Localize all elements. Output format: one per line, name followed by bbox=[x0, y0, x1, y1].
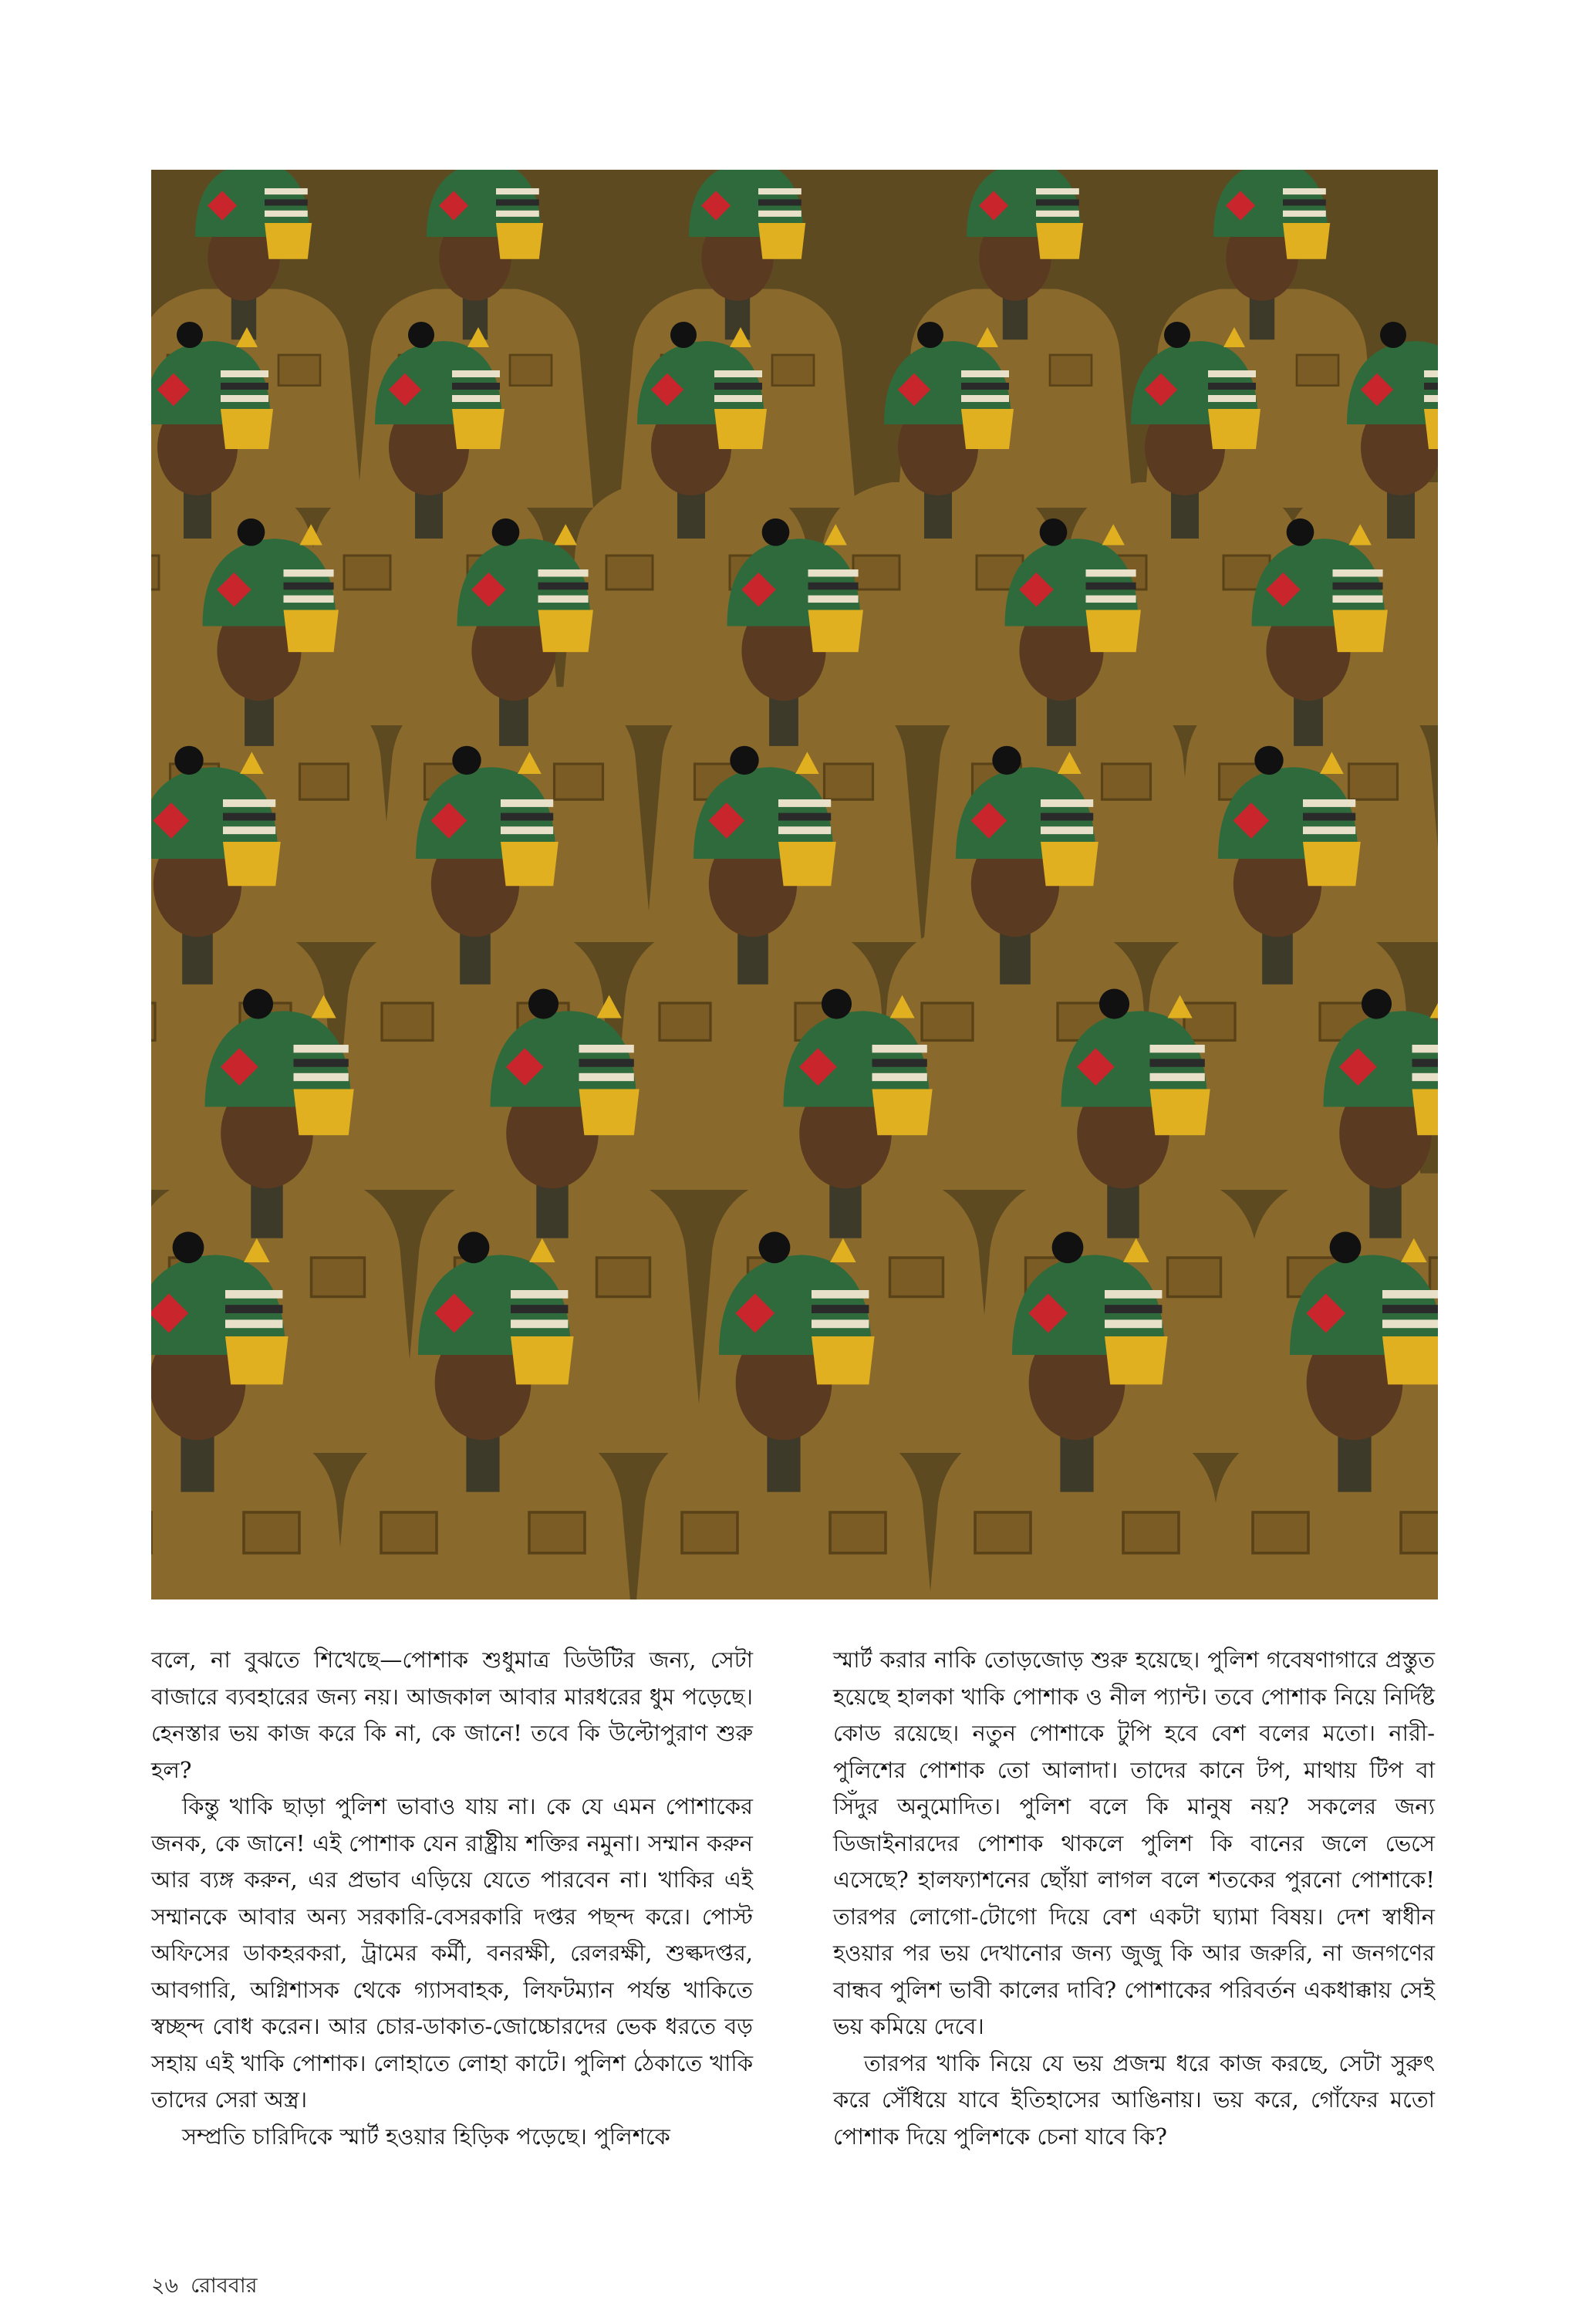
page-footer bbox=[151, 2270, 258, 2305]
paragraph: সম্প্রতি চারিদিকে স্মার্ট হওয়ার হিড়িক পড়েছে। পুলিশকে bbox=[182, 2123, 670, 2150]
article-column-left bbox=[151, 1642, 753, 2155]
marching-soldiers-illustration bbox=[151, 170, 1438, 1599]
paragraph: তারপর খাকি নিয়ে যে ভয় প্রজন্ম ধরে কাজ করছে, সেটা সুরুৎ করে সেঁধিয়ে যাবে ইতিহাসের আঙিনায়। ভয় করে, গোঁফের মতো পোশাক দিয়ে পুলিশকে চেনা যাবে কি? bbox=[833, 2049, 1435, 2150]
article-photo bbox=[151, 170, 1438, 1599]
article-column-right bbox=[833, 1642, 1435, 2155]
paragraph: স্মার্ট করার নাকি তোড়জোড় শুরু হয়েছে। পুলিশ গবেষণাগারে প্রস্তুত হয়েছে হালকা খাকি পোশাক ও নীল প্যান্ট। তবে পোশাক নিয়ে নির্দিষ্ট কোড রয়েছে। নতুন পোশাকে টুপি হবে বেশ বলের মতো। নারী-পুলিশের পোশাক তো আলাদা। তাদের কানে টপ, মাথায় টিপ বা সিঁদুর অনুমোদিত। পুলিশ বলে কি মানুষ নয়? সকলের জন্য ডিজাইনারদের পোশাক থাকলে পুলিশ কি বানের জলে ভেসে এসেছে? হালফ্যাশনের ছোঁয়া লাগল বলে শতকের পুরনো পোশাকে! তারপর লোগো-টোগো দিয়ে বেশ একটা ঘ্যামা বিষয়। দেশ স্বাধীন হওয়ার পর ভয় দেখানোর জন্য জুজু কি আর জরুরি, না জনগণের বান্ধব পুলিশ ভাবী কালের দাবি? পোশাকের পরিবর্তন একধাক্কায় সেই ভয় কমিয়ে দেবে। bbox=[833, 1647, 1435, 2039]
page-number: ২৬ bbox=[151, 2274, 179, 2298]
paragraph: কিন্তু খাকি ছাড়া পুলিশ ভাবাও যায় না। কে যে এমন পোশাকের জনক, কে জানে! এই পোশাক যেন রাষ্ট্রীয় শক্তির নমুনা। সম্মান করুন আর ব্যঙ্গ করুন, এর প্রভাব এড়িয়ে যেতে পারবেন না। খাকির এই সম্মানকে আবার অন্য সরকারি-বেসরকারি দপ্তর পছন্দ করে। পোস্ট অফিসের ডাকহরকরা, ট্রামের কর্মী, বনরক্ষী, রেলরক্ষী, শুল্কদপ্তর, আবগারি, অগ্নিশাসক থেকে গ্যাসবাহক, লিফটম্যান পর্যন্ত খাকিতে স্বচ্ছন্দ বোধ করেন। আর চোর-ডাকাত-জোচ্চোরদের ভেক ধরতে বড় সহায় এই খাকি পোশাক। লোহাতে লোহা কাটে। পুলিশ ঠেকাতে খাকি তাদের সেরা অস্ত্র। bbox=[151, 1793, 753, 2113]
magazine-name: রোববার bbox=[191, 2274, 258, 2298]
paragraph: বলে, না বুঝতে শিখেছে—পোশাক শুধুমাত্র ডিউটির জন্য, সেটা বাজারে ব্যবহারের জন্য নয়। আজকাল আবার মারধরের ধুম পড়েছে। হেনস্তার ভয় কাজ করে কি না, কে জানে! তবে কি উল্টোপুরাণ শুরু হল? bbox=[151, 1647, 753, 1783]
